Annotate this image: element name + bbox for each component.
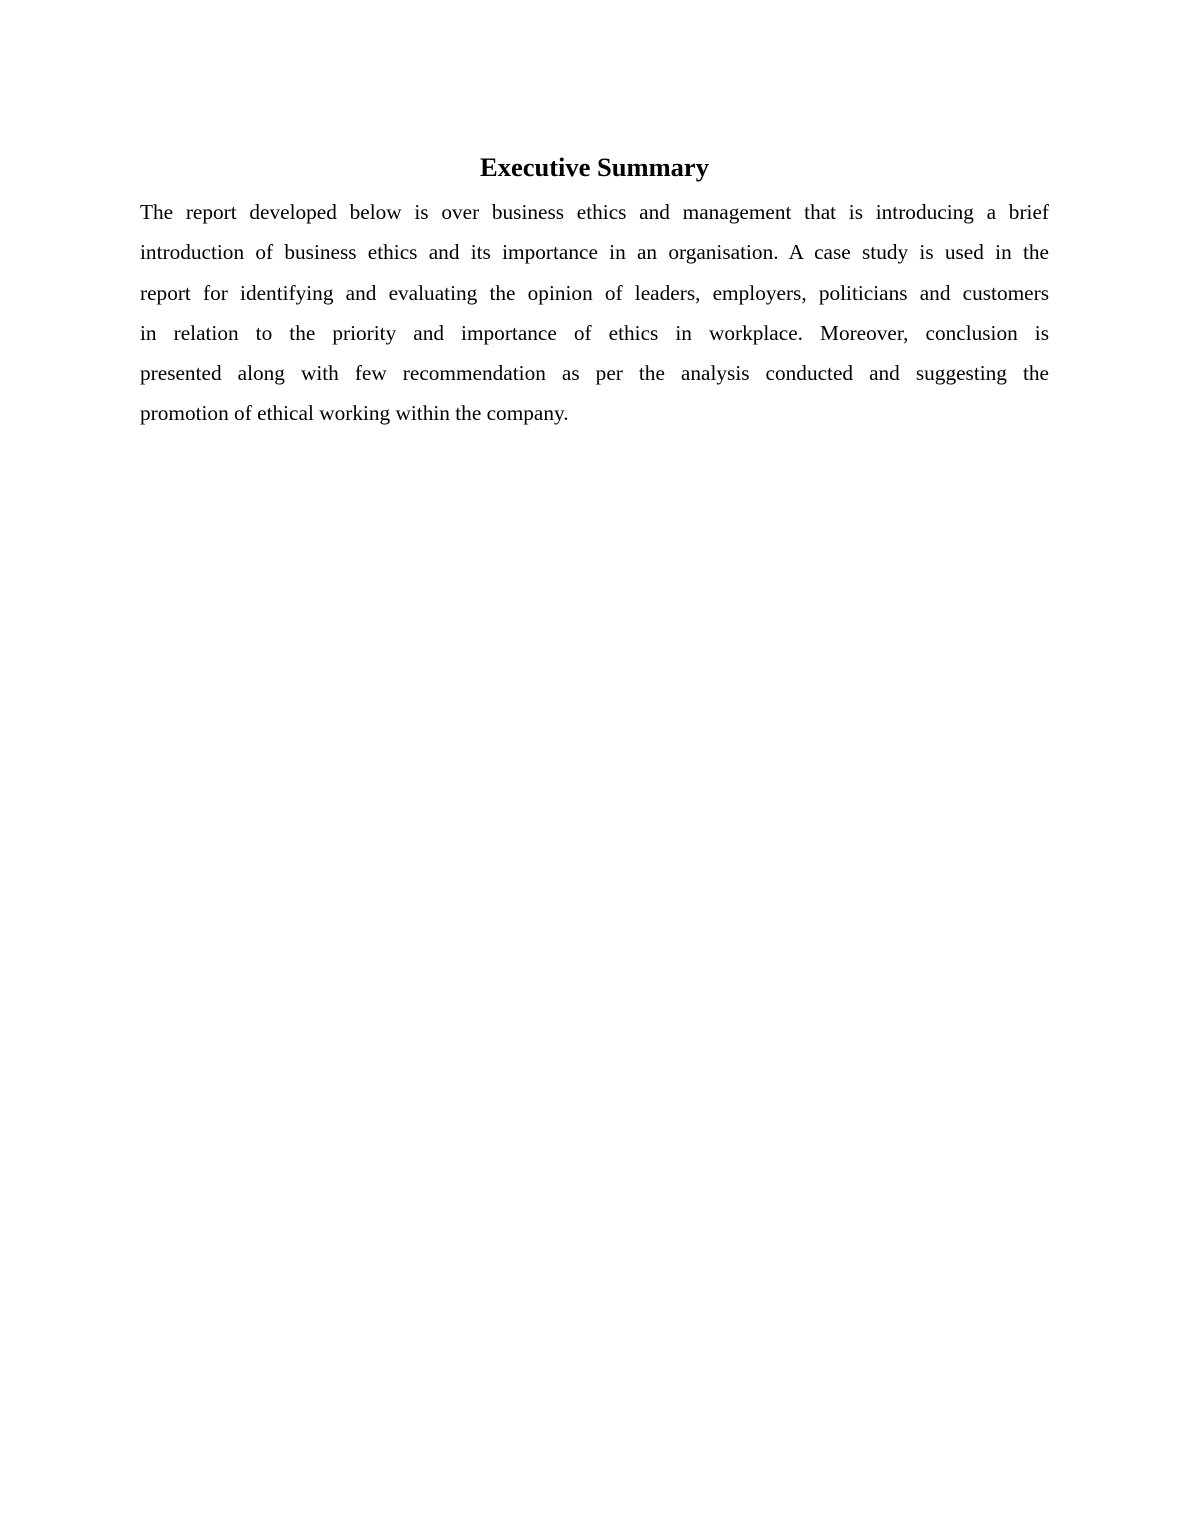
paragraph-line: in relation to the priority and importance of ethics in workplace. Moreover, conclusion is: [140, 320, 1049, 345]
executive-summary-paragraph: [140, 196, 1049, 438]
paragraph-line: The report developed below is over business ethics and management that is introducing a brief: [140, 200, 1049, 224]
page-title: Executive Summary: [480, 152, 709, 182]
paragraph-line: introduction of business ethics and its importance in an organisation. A case study is used in the: [140, 240, 1049, 265]
paragraph-line: promotion of ethical working within the company.: [140, 401, 569, 426]
paragraph-line: report for identifying and evaluating the opinion of leaders, employers, politicians and customers: [140, 280, 1049, 305]
paragraph-line: presented along with few recommendation as per the analysis conducted and suggesting the: [140, 361, 1049, 386]
